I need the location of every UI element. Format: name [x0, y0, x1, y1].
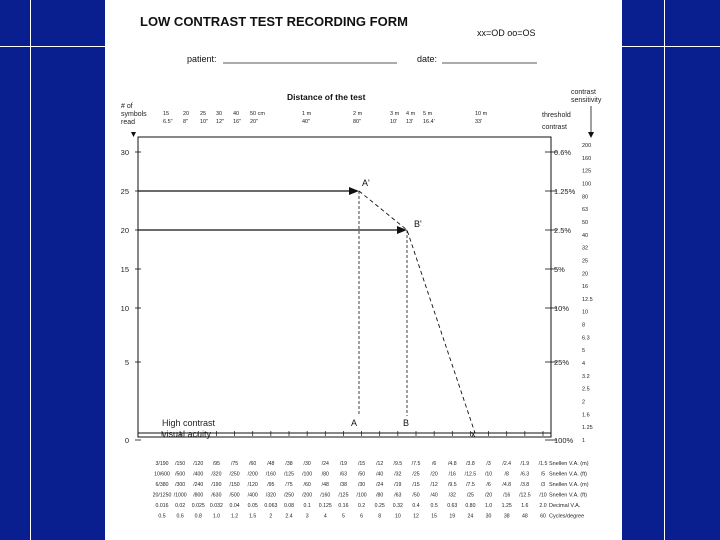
acuity-cell: /20 [484, 492, 493, 499]
acuity-cell: 0.63 [447, 503, 458, 509]
acuity-cell: /12.5 [464, 471, 477, 478]
acuity-cell: 0.1 [303, 503, 311, 509]
threshold-tick-label: 1.25% [554, 187, 576, 196]
sensitivity-tick-label: 1.25 [582, 425, 593, 432]
sensitivity-tick-label: 1.6 [582, 412, 590, 419]
acuity-cell: /125 [338, 492, 349, 499]
acuity-cell: /19 [339, 461, 348, 467]
acuity-cell: /60 [249, 461, 257, 467]
acuity-cell: /400 [193, 471, 204, 478]
distance-ft-label: 13' [406, 119, 414, 125]
acuity-cell: 60 [540, 513, 546, 520]
acuity-cell: 1.6 [521, 503, 529, 509]
y-tick-label: 30 [120, 148, 129, 157]
acuity-cell: /3.8 [466, 461, 475, 467]
acuity-cell: 0.025 [191, 503, 205, 509]
acuity-cell: 6 [360, 513, 364, 520]
acuity-cell: /160 [320, 492, 331, 499]
sensitivity-tick-label: 4 [582, 361, 586, 368]
distance-title: Distance of the test [287, 92, 366, 102]
threshold-tick-label: 5% [554, 265, 565, 274]
arrow-head-icon [397, 226, 407, 234]
sensitivity-tick-label: 3.2 [582, 373, 590, 380]
acuity-cell: /75 [285, 482, 293, 488]
acuity-cell: /63 [394, 492, 402, 499]
acuity-cell: /10 [539, 492, 547, 499]
threshold-tick-label: 2.5% [554, 226, 572, 235]
distance-m-label: 1 m [302, 111, 312, 117]
acuity-cell: /6 [486, 482, 491, 488]
acuity-cell: 0.04 [229, 503, 240, 509]
acuity-cell: /9.5 [447, 482, 457, 488]
acuity-cell: /19 [394, 482, 402, 488]
distance-ft-label: 10' [390, 119, 398, 125]
distance-ft-label: 20" [250, 119, 259, 125]
acuity-cell: /30 [357, 482, 366, 488]
acuity-cell: /7.5 [466, 482, 475, 488]
acuity-cell: 1.0 [484, 503, 493, 509]
acuity-cell: /95 [267, 482, 275, 488]
sensitivity-tick-label: 10 [582, 309, 589, 316]
acuity-cell: /4.8 [447, 461, 457, 467]
acuity-cell: /8 [504, 471, 509, 478]
acuity-cell: /60 [303, 482, 311, 488]
acuity-cell: 0.063 [264, 503, 278, 509]
acuity-table [153, 461, 589, 520]
acuity-cell: /200 [247, 471, 258, 478]
acuity-cell: 48 [521, 513, 528, 520]
acuity-cell: /320 [211, 471, 222, 478]
acuity-cell: /4.8 [502, 482, 512, 488]
threshold-tick-label: 25% [554, 358, 570, 367]
acuity-cell: /100 [356, 492, 367, 499]
acuity-cell: /63 [339, 471, 348, 478]
acuity-cell: 4 [323, 513, 327, 520]
acuity-cell: /15 [357, 461, 366, 467]
y-tick-label: 0 [124, 436, 129, 445]
acuity-cell: /32 [448, 492, 456, 499]
distance-m-label: 20 [183, 111, 190, 117]
distance-ft-label: 80" [353, 119, 362, 125]
high-contrast-label-line-1: High contrast [162, 418, 216, 428]
symbols-label-line-2: symbols [121, 111, 147, 118]
acuity-cell: 8 [378, 513, 382, 520]
distance-ft-label: 40" [302, 119, 311, 125]
contrast-sensitivity-line-1: contrast [571, 89, 596, 96]
acuity-cell: /80 [321, 471, 329, 478]
frame-line-vertical-right [664, 0, 665, 540]
distance-m-label: 30 [216, 111, 223, 117]
acuity-cell: /3.8 [520, 482, 530, 488]
distance-m-label: 5 m [423, 111, 433, 117]
y-tick-label: 20 [120, 226, 129, 235]
acuity-cell: /25 [412, 471, 420, 478]
acuity-cell: /125 [283, 471, 295, 478]
acuity-cell: /32 [394, 471, 402, 478]
acuity-cell: 38 [503, 513, 510, 520]
symbols-label-line-1: # of [121, 103, 133, 110]
acuity-cell: 3/190 [155, 461, 169, 467]
acuity-cell: /400 [247, 492, 258, 499]
distance-ft-label: 12" [216, 119, 225, 125]
acuity-cell: /150 [229, 482, 240, 488]
acuity-cell: 0.80 [465, 503, 476, 509]
acuity-cell: 19 [449, 513, 456, 520]
acuity-cell: 3 [305, 513, 309, 520]
acuity-cell: 0.25 [374, 503, 385, 509]
point-label-b: B [403, 418, 410, 428]
threshold-contrast-line-2: contrast [542, 124, 567, 131]
acuity-cell: /120 [247, 482, 258, 488]
acuity-cell: /6 [431, 461, 437, 467]
acuity-cell: 0.5 [158, 513, 166, 520]
acuity-row-label: Snellen V.A. (m) [549, 482, 589, 488]
acuity-cell: 0.8 [194, 513, 202, 520]
sensitivity-tick-label: 25 [582, 258, 589, 265]
acuity-cell: /75 [230, 461, 239, 467]
patient-label: patient: [187, 54, 217, 64]
acuity-row-label: Cycles/degree [549, 513, 585, 520]
acuity-cell: /80 [376, 492, 384, 499]
sensitivity-arrow-icon [588, 132, 594, 138]
y-tick-label: 10 [120, 304, 129, 313]
acuity-cell: 10/600 [154, 471, 170, 478]
sensitivity-scale [582, 143, 593, 444]
acuity-cell: /1.9 [520, 461, 530, 467]
acuity-cell: /40 [430, 492, 438, 499]
distance-ft-label: 16" [233, 119, 242, 125]
acuity-cell: /25 [466, 492, 475, 499]
acuity-cell: /2.4 [502, 461, 512, 467]
sensitivity-tick-label: 200 [582, 143, 592, 149]
acuity-cell: 10 [394, 513, 401, 520]
date-label: date: [417, 54, 438, 64]
sensitivity-tick-label: 2 [582, 399, 586, 406]
acuity-cell: /40 [376, 471, 384, 478]
sensitivity-tick-label: 32 [582, 245, 589, 252]
sensitivity-tick-label: 1 [582, 438, 586, 444]
recording-form-sheet [105, 0, 622, 540]
acuity-cell: 0.4 [412, 503, 420, 509]
acuity-cell: /12 [376, 461, 384, 467]
acuity-cell: /500 [175, 471, 186, 478]
contrast-sensitivity-line-2: sensitivity [571, 97, 602, 104]
acuity-cell: 1.0 [212, 513, 221, 520]
acuity-cell: /50 [357, 471, 366, 478]
distance-ft-label: 16.4' [423, 119, 435, 125]
point-label-a-prime: A' [362, 178, 370, 188]
acuity-cell: /9.5 [393, 461, 403, 467]
distance-m-label: 3 m [390, 111, 400, 117]
recording-form [105, 0, 622, 540]
acuity-row-label: Snellen V.A. (ft) [549, 471, 588, 478]
high-contrast-label-line-2: visual acuity [162, 429, 212, 439]
sensitivity-tick-label: 8 [582, 322, 586, 329]
acuity-cell: 2.0 [539, 503, 547, 509]
distance-ft-label: 8" [183, 119, 189, 125]
sensitivity-tick-label: 50 [582, 219, 589, 226]
acuity-cell: 2 [269, 513, 273, 520]
acuity-cell: 6/380 [155, 482, 169, 488]
distance-ft-label: 10" [200, 119, 209, 125]
acuity-cell: /16 [503, 492, 511, 499]
threshold-contrast-line-1: threshold [542, 112, 571, 119]
point-label-x: x [471, 429, 476, 439]
sensitivity-tick-label: 40 [582, 232, 589, 239]
acuity-cell: /500 [229, 492, 240, 499]
sensitivity-tick-label: 125 [582, 168, 592, 175]
acuity-cell: /100 [302, 471, 313, 478]
acuity-cell: /38 [339, 482, 348, 488]
symbols-arrow-icon [131, 132, 136, 137]
sensitivity-tick-label: 6.3 [582, 335, 590, 342]
acuity-cell: /240 [193, 482, 204, 488]
y-tick-label: 15 [120, 265, 129, 274]
distance-scale [163, 111, 488, 125]
acuity-cell: 0.08 [283, 503, 295, 509]
acuity-cell: /200 [302, 492, 313, 499]
acuity-cell: 12 [413, 513, 419, 520]
acuity-cell: /1000 [173, 492, 187, 499]
acuity-cell: 20/1250 [152, 492, 172, 499]
acuity-cell: /48 [321, 482, 329, 488]
acuity-cell: 24 [467, 513, 474, 520]
plot-frame [138, 137, 551, 437]
acuity-cell: /38 [285, 461, 293, 467]
acuity-cell: 0.5 [430, 503, 438, 509]
acuity-cell: 0.6 [176, 513, 184, 520]
form-title: LOW CONTRAST TEST RECORDING FORM [140, 14, 408, 29]
acuity-cell: /190 [211, 482, 222, 488]
acuity-cell: /7.5 [411, 461, 421, 467]
sensitivity-tick-label: 20 [582, 271, 589, 278]
sensitivity-tick-label: 16 [582, 284, 589, 291]
acuity-cell: /24 [376, 482, 384, 488]
acuity-cell: 0.032 [209, 503, 223, 509]
acuity-cell: 30 [485, 513, 492, 520]
sensitivity-tick-label: 80 [582, 194, 589, 201]
sensitivity-tick-label: 160 [582, 155, 592, 162]
acuity-cell: /16 [448, 471, 456, 478]
acuity-cell: 1.5 [249, 513, 257, 520]
distance-ft-label: 33' [475, 119, 483, 125]
sensitivity-tick-label: 100 [582, 181, 592, 188]
acuity-cell: /250 [229, 471, 240, 478]
acuity-cell: /5 [540, 471, 546, 478]
acuity-cell: 1.25 [501, 503, 512, 509]
acuity-row-label: Decimal V.A. [549, 503, 581, 509]
distance-m-label: 40 [233, 111, 240, 117]
acuity-cell: 0.32 [392, 503, 403, 509]
threshold-tick-label: 0.6% [554, 148, 572, 157]
distance-m-label: 25 [200, 111, 207, 117]
sensitivity-tick-label: 63 [582, 207, 589, 214]
acuity-cell: /95 [212, 461, 221, 467]
threshold-axis [545, 148, 576, 445]
acuity-cell: 2.4 [285, 513, 293, 520]
acuity-cell: /10 [484, 471, 493, 478]
distance-m-label: 10 m [475, 111, 488, 117]
acuity-cell: /15 [412, 482, 420, 488]
acuity-cell: 0.05 [247, 503, 258, 509]
symbols-label-line-3: read [121, 119, 136, 126]
acuity-cell: /24 [321, 461, 329, 467]
acuity-cell: 5 [341, 513, 345, 520]
acuity-cell: 0.02 [175, 503, 186, 509]
acuity-cell: /320 [265, 492, 276, 499]
acuity-cell: /12.5 [519, 492, 531, 499]
acuity-cell: /630 [211, 492, 222, 499]
acuity-cell: /3 [540, 482, 546, 488]
acuity-row-label: Snellen V.A. (ft) [549, 492, 588, 499]
acuity-cell: /30 [303, 461, 311, 467]
acuity-cell: /12 [430, 482, 438, 488]
arrow-head-icon [349, 187, 359, 195]
acuity-cell: 0.016 [155, 503, 169, 509]
acuity-cell: 0.125 [318, 503, 332, 509]
y-tick-label: 5 [124, 358, 129, 367]
acuity-cell: /120 [193, 461, 204, 467]
acuity-cell: /1.5 [538, 461, 548, 467]
acuity-cell: /3 [486, 461, 491, 467]
acuity-cell: /150 [175, 461, 186, 467]
frame-line-vertical-left [30, 0, 31, 540]
point-label-b-prime: B' [414, 219, 422, 229]
acuity-cell: /250 [283, 492, 295, 499]
distance-m-label: 2 m [353, 111, 363, 117]
distance-m-label: 4 m [406, 111, 416, 117]
threshold-tick-label: 10% [554, 304, 570, 313]
acuity-cell: 1.2 [230, 513, 239, 520]
acuity-cell: 0.16 [338, 503, 349, 509]
acuity-cell: 15 [431, 513, 438, 520]
distance-m-label: 15 [163, 111, 170, 117]
sensitivity-tick-label: 2.5 [582, 386, 590, 393]
point-label-a: A [351, 418, 358, 428]
threshold-tick-label: 100% [554, 436, 574, 445]
acuity-cell: /300 [175, 482, 186, 488]
acuity-cell: /160 [265, 471, 276, 478]
distance-m-label: 50 cm [250, 111, 265, 117]
eye-legend: xx=OD oo=OS [477, 28, 536, 38]
acuity-cell: /20 [430, 471, 438, 478]
y-tick-label: 25 [120, 187, 129, 196]
acuity-cell: /48 [267, 461, 275, 467]
distance-ft-label: 6.5" [163, 119, 173, 125]
sensitivity-tick-label: 12.5 [582, 296, 593, 303]
sensitivity-tick-label: 5 [582, 348, 586, 355]
acuity-cell: /50 [412, 492, 420, 499]
acuity-cell: /6.3 [520, 471, 530, 478]
acuity-row-label: Snellen V.A. (m) [549, 461, 589, 467]
acuity-cell: /800 [193, 492, 204, 499]
acuity-cell: 0.2 [357, 503, 366, 509]
